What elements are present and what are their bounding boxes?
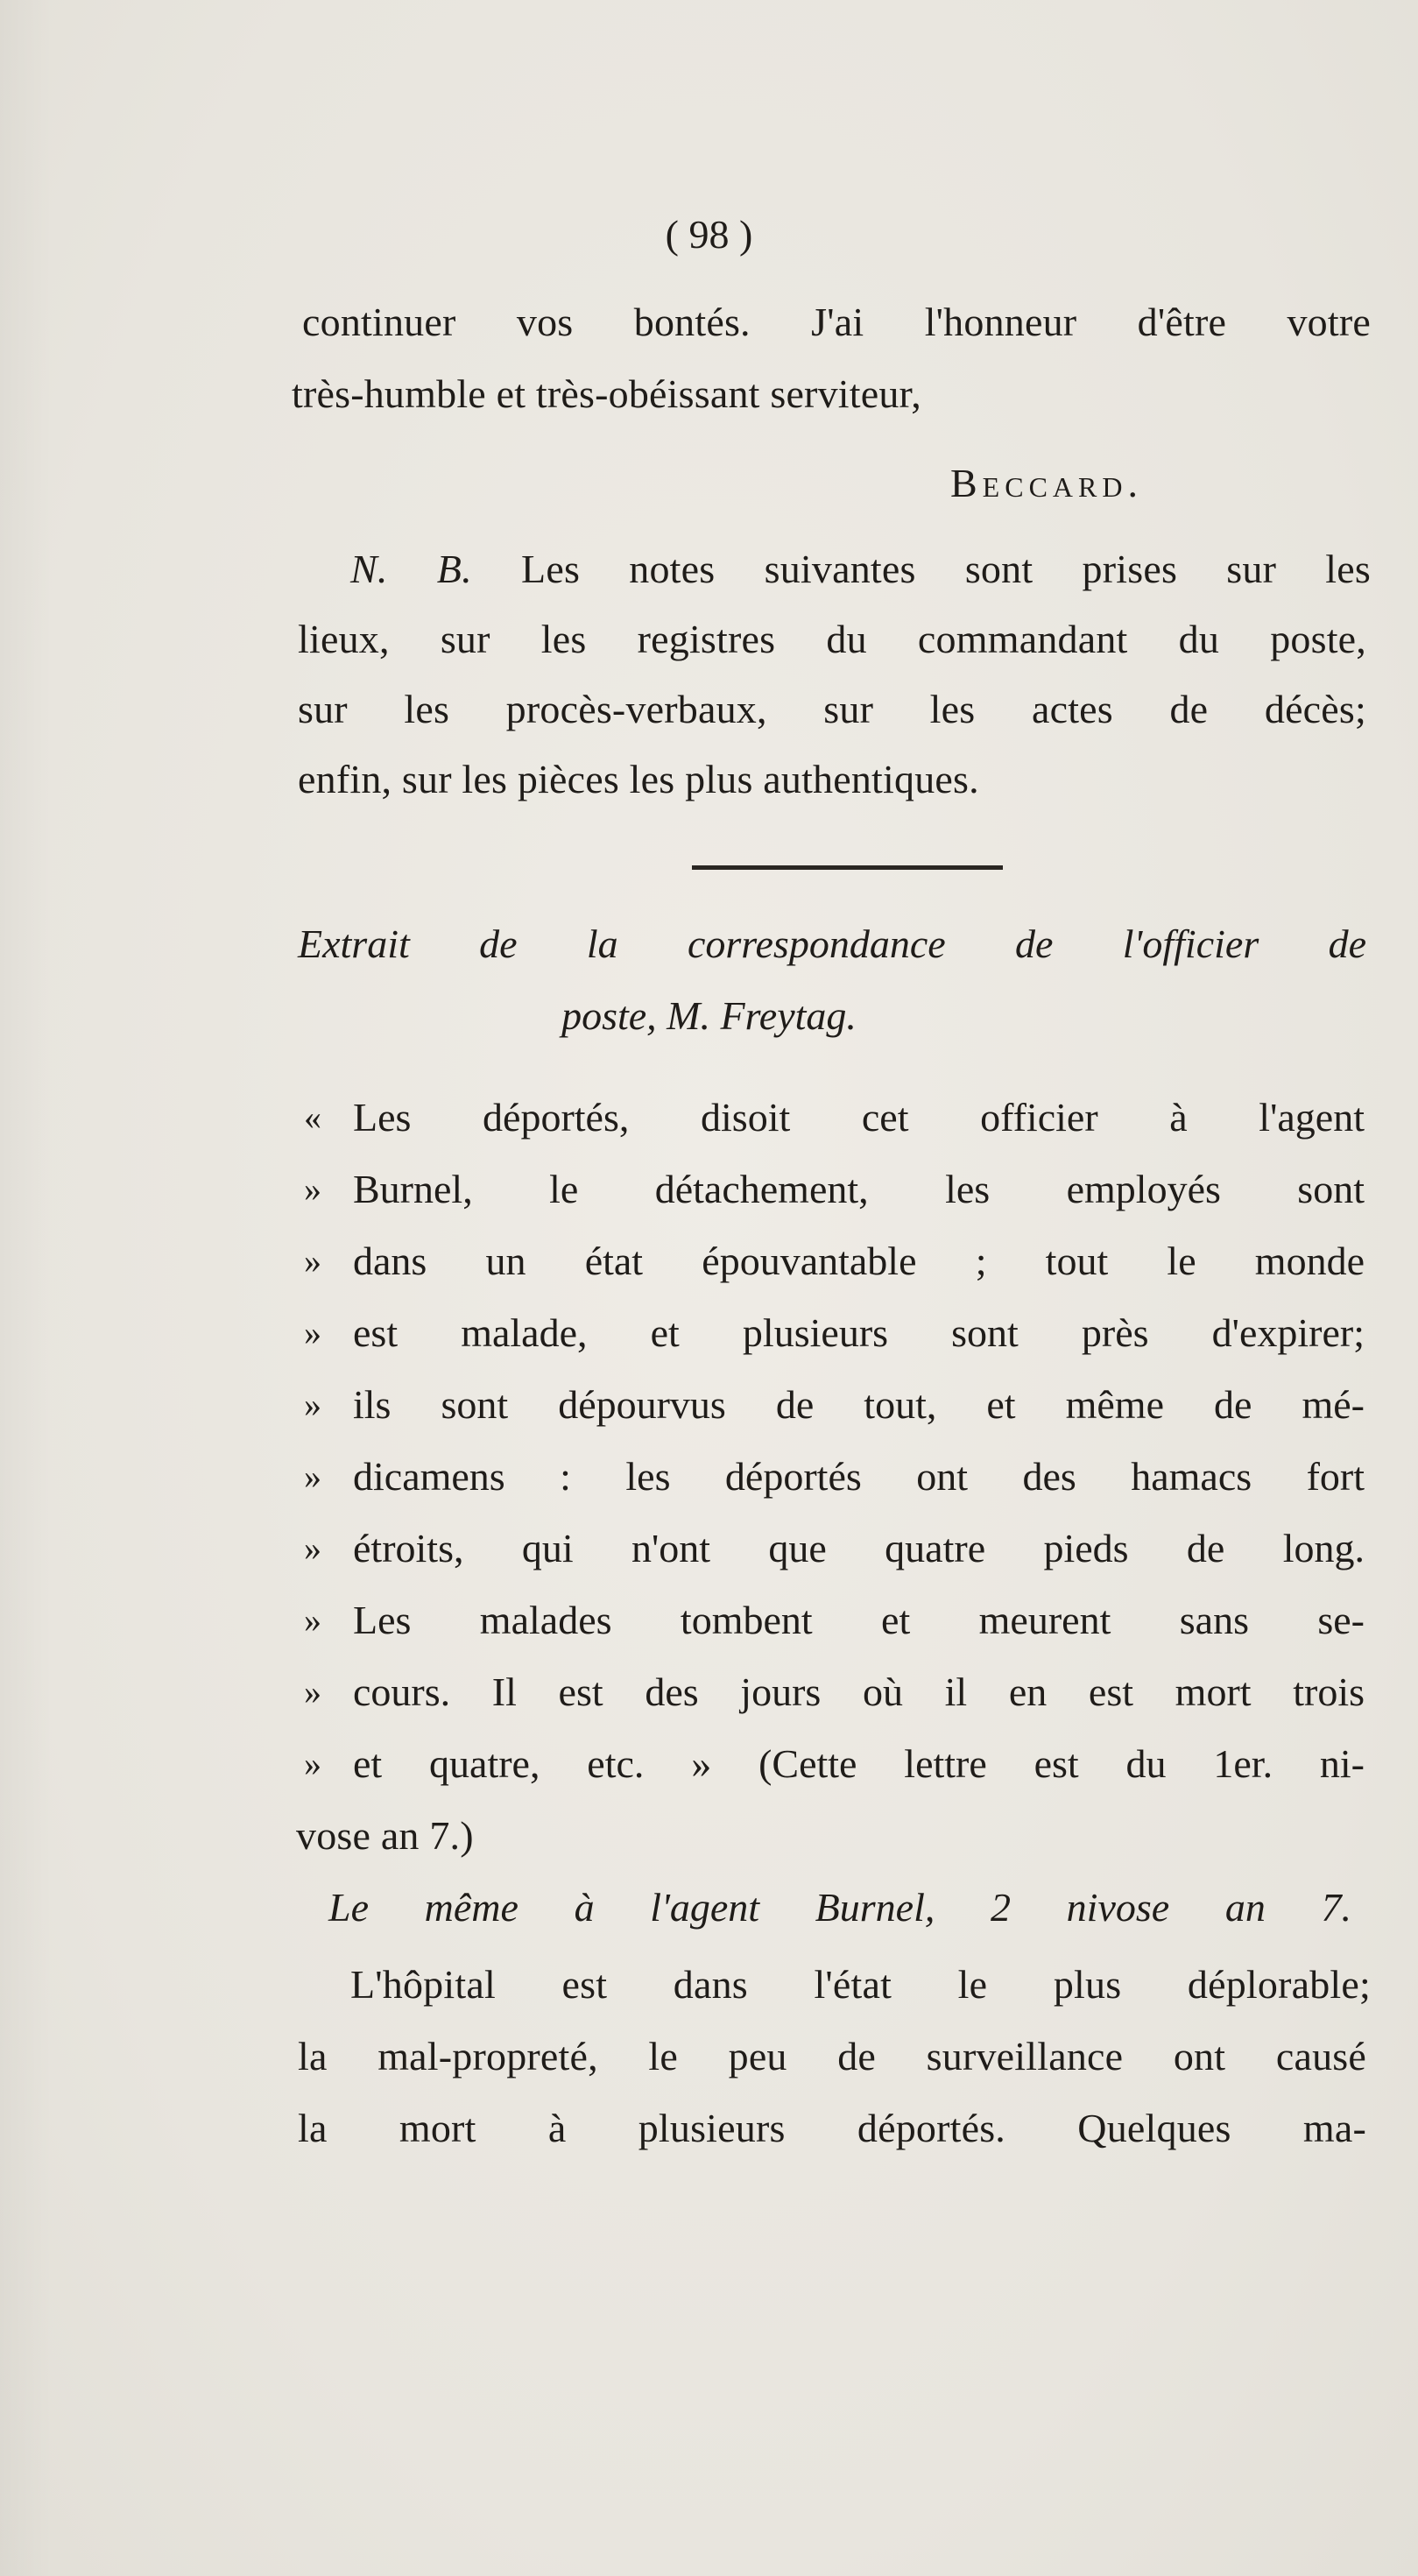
quote-mark: » (304, 1169, 321, 1209)
paragraph-line-3: la mort à plusieurs déportés. Quelques ma- (298, 2106, 1366, 2150)
quote-line: Les déportés, disoit cet officier à l'agent (353, 1095, 1365, 1140)
quote-line: Burnel, le détachement, les employés sont (353, 1167, 1365, 1211)
paragraph-line-2: la mal-propreté, le peu de surveillance ont causé (298, 2034, 1366, 2078)
second-heading: Le même à l'agent Burnel, 2 nivose an 7. (328, 1885, 1351, 1930)
quote-line: dans un état épouvantable ; tout le monde (353, 1239, 1365, 1283)
quote-closing: vose an 7.) (296, 1813, 474, 1858)
note-line-3: sur les procès-verbaux, sur les actes de décès; (298, 687, 1366, 731)
extract-heading-line-1: Extrait de la correspondance de l'officier de (298, 921, 1366, 966)
quote-line: Les malades tombent et meurent sans se- (353, 1598, 1365, 1642)
quote-mark: » (304, 1672, 321, 1711)
quote-line: est malade, et plusieurs sont près d'expirer; (353, 1310, 1365, 1355)
quote-mark: » (304, 1385, 321, 1424)
page-number: ( 98 ) (665, 212, 753, 257)
paragraph-line-1: L'hôpital est dans l'état le plus déplorable; (350, 1962, 1371, 2007)
letter-line-2: très-humble et très-obéissant serviteur, (292, 371, 921, 416)
quote-mark: » (304, 1457, 321, 1496)
quote-mark: » (304, 1528, 321, 1568)
letter-line-1: continuer vos bontés. J'ai l'honneur d'être votre (302, 300, 1371, 344)
note-line-1 (350, 543, 1371, 596)
quote-mark: » (304, 1313, 321, 1352)
note-line-1-text: Les notes suivantes sont prises sur les (471, 547, 1372, 591)
note-line-4: enfin, sur les pièces les plus authentiques. (298, 757, 979, 801)
section-divider (692, 865, 1003, 870)
extract-heading-line-2: poste, M. Freytag. (561, 993, 857, 1038)
quote-line: étroits, qui n'ont que quatre pieds de long. (353, 1526, 1365, 1570)
note-line-2: lieux, sur les registres du commandant du poste, (298, 617, 1366, 661)
note-label: N. B. (350, 547, 472, 591)
quote-mark: » (304, 1241, 321, 1281)
quote-line: cours. Il est des jours où il en est mort trois (353, 1669, 1365, 1714)
quote-mark: « (304, 1097, 321, 1137)
signature: Beccard. (950, 461, 1143, 505)
quote-mark: » (304, 1600, 321, 1640)
quote-mark: » (304, 1744, 321, 1783)
quote-line: et quatre, etc. » (Cette lettre est du 1er. ni- (353, 1741, 1365, 1786)
quote-line: ils sont dépourvus de tout, et même de mé- (353, 1382, 1365, 1427)
quote-line: dicamens : les déportés ont des hamacs fort (353, 1454, 1365, 1499)
